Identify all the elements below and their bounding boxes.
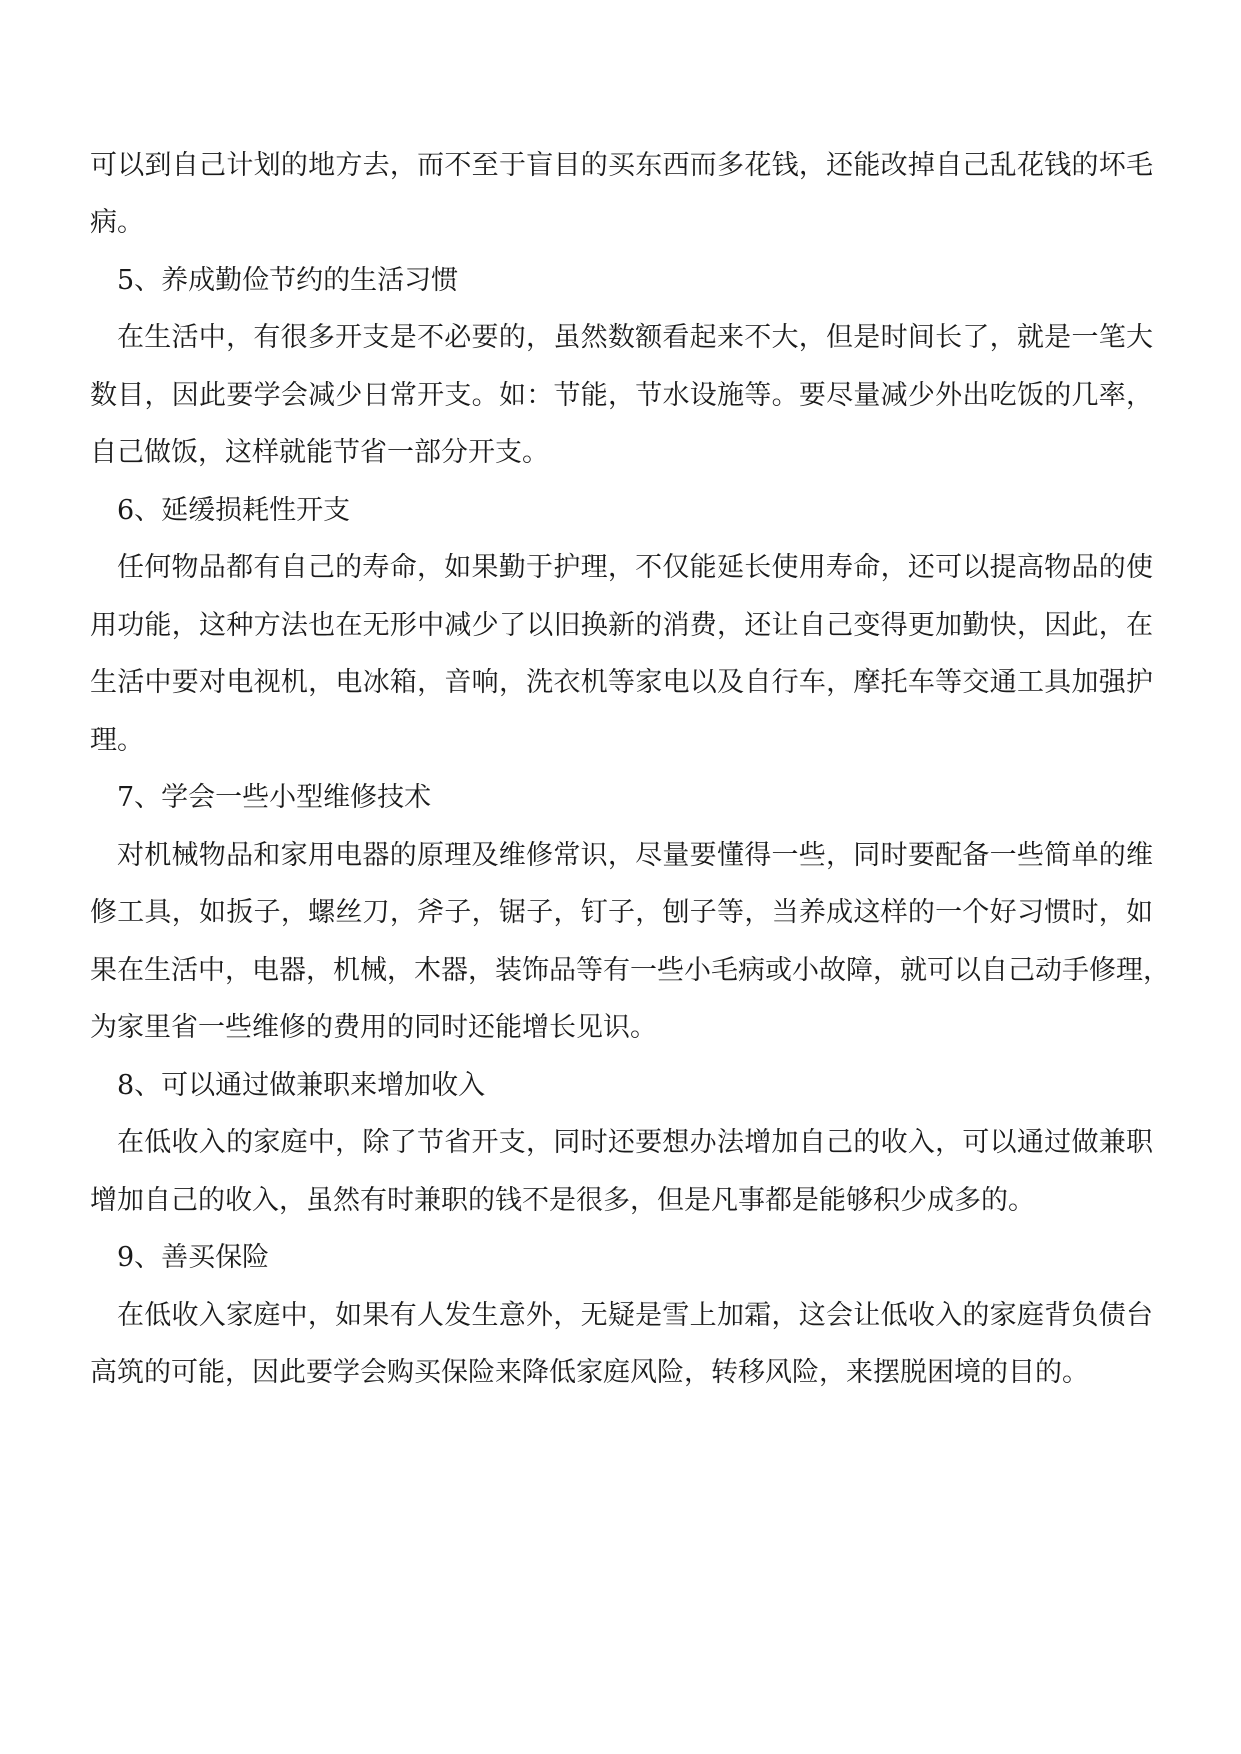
body-text-line: 理。 — [90, 725, 144, 756]
body-text-line: 数目，因此要学会减少日常开支。如：节能，节水设施等。要尽量减少外出吃饭的几率， — [90, 380, 1153, 411]
section-heading-8: 8、可以通过做兼职来增加收入 — [117, 1070, 486, 1101]
body-text-line: 高筑的可能，因此要学会购买保险来降低家庭风险，转移风险，来摆脱困境的目的。 — [90, 1357, 1089, 1388]
body-text-line: 修工具，如扳子，螺丝刀，斧子，锯子，钉子，刨子等，当养成这样的一个好习惯时，如 — [90, 897, 1153, 928]
body-text-line: 对机械物品和家用电器的原理及维修常识，尽量要懂得一些，同时要配备一些简单的维 — [117, 840, 1153, 871]
body-text-line: 在低收入家庭中，如果有人发生意外，无疑是雪上加霜，这会让低收入的家庭背负债台 — [117, 1300, 1153, 1331]
section-heading-9: 9、善买保险 — [117, 1242, 270, 1273]
section-heading-6: 6、延缓损耗性开支 — [117, 495, 351, 526]
body-text-line: 可以到自己计划的地方去，而不至于盲目的买东西而多花钱，还能改掉自己乱花钱的坏毛 — [90, 150, 1153, 181]
section-heading-5: 5、养成勤俭节约的生活习惯 — [117, 265, 459, 296]
body-text-line: 病。 — [90, 207, 144, 238]
section-heading-7: 7、学会一些小型维修技术 — [117, 782, 432, 813]
body-text-line: 在低收入的家庭中，除了节省开支，同时还要想办法增加自己的收入，可以通过做兼职 — [117, 1127, 1153, 1158]
body-text-line: 果在生活中，电器，机械，木器，装饰品等有一些小毛病或小故障，就可以自己动手修理， — [90, 955, 1170, 986]
body-text-line: 增加自己的收入，虽然有时兼职的钱不是很多，但是凡事都是能够积少成多的。 — [90, 1185, 1035, 1216]
body-text-line: 在生活中，有很多开支是不必要的，虽然数额看起来不大，但是时间长了，就是一笔大 — [117, 322, 1153, 353]
body-text-line: 用功能，这种方法也在无形中减少了以旧换新的消费，还让自己变得更加勤快，因此，在 — [90, 610, 1153, 641]
body-text-line: 为家里省一些维修的费用的同时还能增长见识。 — [90, 1012, 657, 1043]
body-text-line: 自己做饭，这样就能节省一部分开支。 — [90, 437, 549, 468]
body-text-line: 生活中要对电视机，电冰箱，音响，洗衣机等家电以及自行车，摩托车等交通工具加强护 — [90, 667, 1153, 698]
body-text-line: 任何物品都有自己的寿命，如果勤于护理，不仅能延长使用寿命，还可以提高物品的使 — [117, 552, 1153, 583]
